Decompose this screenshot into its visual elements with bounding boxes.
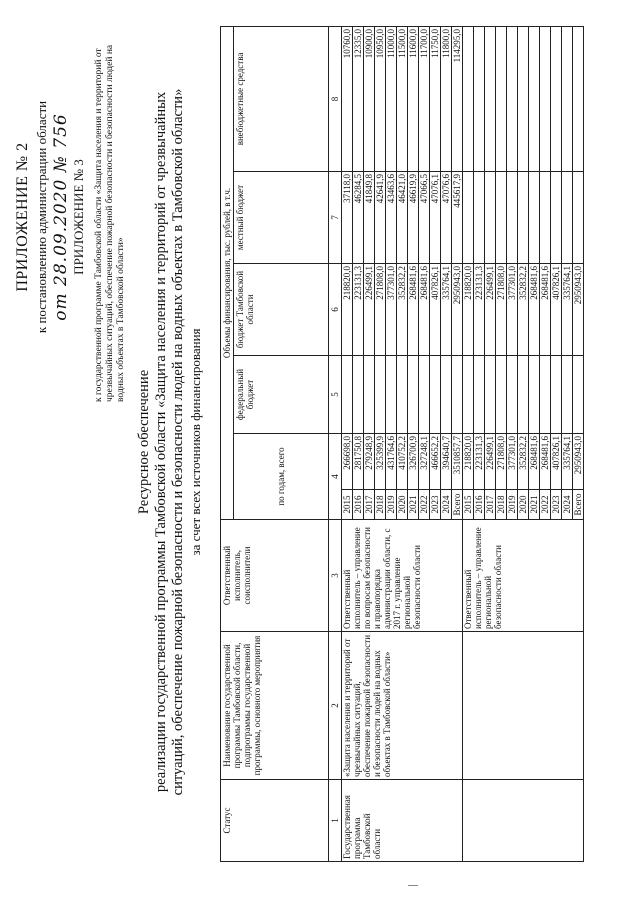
extra-cell bbox=[463, 26, 474, 171]
federal-cell bbox=[430, 356, 441, 434]
col-number-7: 7 bbox=[329, 172, 342, 264]
header-name: Наименование государственной программы Тамбовской области, подпрограммы государственной программы, основного мероприятия bbox=[221, 632, 329, 780]
local-cell bbox=[463, 172, 474, 264]
title-line-1: Ресурсное обеспечение bbox=[136, 369, 152, 515]
total-cell: 268481,6 bbox=[529, 434, 540, 490]
federal-cell bbox=[386, 356, 397, 434]
federal-cell bbox=[485, 356, 496, 434]
local-cell: 46421,0 bbox=[397, 172, 408, 264]
extra-cell: 10760,0 bbox=[342, 26, 353, 171]
extra-cell: 10900,0 bbox=[364, 26, 375, 171]
executor-cell: Ответственный исполнитель – управление региональной безопасности области bbox=[463, 520, 584, 632]
total-cell: 223131,3 bbox=[474, 434, 485, 490]
header-executor: Ответственный исполнитель, соисполнители bbox=[221, 520, 329, 632]
col-number-4: 4 bbox=[329, 434, 342, 520]
local-cell bbox=[485, 172, 496, 264]
year-cell: 2022 bbox=[419, 490, 430, 520]
local-cell bbox=[496, 172, 507, 264]
program-status-cell: Государственная программа Тамбовской области bbox=[342, 780, 463, 862]
total-cell: 377301,0 bbox=[507, 434, 518, 490]
local-cell bbox=[529, 172, 540, 264]
local-cell bbox=[573, 172, 584, 264]
extra-cell: 11800,0 bbox=[441, 26, 452, 171]
total-cell: 2950943,0 bbox=[573, 434, 584, 490]
total-cell: 325399,9 bbox=[375, 434, 386, 490]
total-cell: 268481,6 bbox=[540, 434, 551, 490]
executor-status-cell bbox=[463, 780, 584, 862]
extra-cell: 11000,0 bbox=[386, 26, 397, 171]
year-cell: 2018 bbox=[375, 490, 386, 520]
federal-cell bbox=[529, 356, 540, 434]
scan-mark bbox=[408, 885, 418, 886]
total-cell: 326700,9 bbox=[408, 434, 419, 490]
local-cell bbox=[551, 172, 562, 264]
col-number-2: 2 bbox=[329, 632, 342, 780]
federal-cell bbox=[364, 356, 375, 434]
appendix-decree: к постановлению администрации области bbox=[34, 100, 49, 334]
extra-cell bbox=[573, 26, 584, 171]
extra-cell bbox=[485, 26, 496, 171]
appendix-title: ПРИЛОЖЕНИЕ № 2 bbox=[14, 142, 31, 292]
header-volumes: Объемы финансирования, тыс. рублей, в т.ч. bbox=[221, 26, 234, 519]
program-executor-cell: Ответственный исполнитель – управление по вопросам безопасности и правопорядка администрации области, с 2017 г. управление региональной безопасности области bbox=[342, 520, 463, 632]
header-federal: федеральный бюджет bbox=[234, 356, 329, 434]
local-cell bbox=[562, 172, 573, 264]
regional-cell: 407826,1 bbox=[430, 264, 441, 356]
extra-cell: 11500,0 bbox=[397, 26, 408, 171]
total-cell: 218820,0 bbox=[463, 434, 474, 490]
table-row bbox=[342, 26, 353, 861]
col-number-5: 5 bbox=[329, 356, 342, 434]
col-number-6: 6 bbox=[329, 264, 342, 356]
local-cell: 445617,9 bbox=[452, 172, 463, 264]
title-line-3: ситуаций, обеспечение пожарной безопасности и безопасности людей на водных объектах в Тамбовской области» bbox=[170, 88, 186, 796]
appendix-header bbox=[14, 32, 87, 402]
regional-cell: 352832,2 bbox=[397, 264, 408, 356]
header-regional: бюджет Тамбовской области bbox=[234, 264, 329, 356]
extra-cell: 11700,0 bbox=[419, 26, 430, 171]
col-number-1: 1 bbox=[329, 780, 342, 862]
year-cell: Всего bbox=[573, 490, 584, 520]
year-cell: 2024 bbox=[441, 490, 452, 520]
local-cell: 46619,9 bbox=[408, 172, 419, 264]
total-cell: 466652,2 bbox=[430, 434, 441, 490]
regional-cell: 377301,0 bbox=[386, 264, 397, 356]
year-cell: 2015 bbox=[342, 490, 353, 520]
header-status: Статус bbox=[221, 780, 329, 862]
federal-cell bbox=[562, 356, 573, 434]
appendix-subtitle: ПРИЛОЖЕНИЕ № 3 bbox=[71, 159, 86, 275]
local-cell: 43463,6 bbox=[386, 172, 397, 264]
program-reference: к государственной программе Тамбовской области «Защита населения и территорий от чрезвычайных ситуаций, обеспечение пожарной безопасности и безопасности людей на водных объектах в Тамбовской области» bbox=[94, 44, 126, 402]
federal-cell bbox=[573, 356, 584, 434]
table-row bbox=[463, 26, 474, 861]
local-cell: 46284,5 bbox=[353, 172, 364, 264]
document-title bbox=[136, 12, 204, 872]
federal-cell bbox=[452, 356, 463, 434]
regional-cell: 271808,0 bbox=[496, 264, 507, 356]
regional-cell: 218820,0 bbox=[463, 264, 474, 356]
local-cell bbox=[540, 172, 551, 264]
year-cell: 2016 bbox=[353, 490, 364, 520]
extra-cell bbox=[507, 26, 518, 171]
federal-cell bbox=[507, 356, 518, 434]
local-cell: 41849,8 bbox=[364, 172, 375, 264]
total-cell: 394640,7 bbox=[441, 434, 452, 490]
resource-table bbox=[220, 26, 584, 862]
extra-cell bbox=[518, 26, 529, 171]
regional-cell: 268481,6 bbox=[529, 264, 540, 356]
total-cell: 431764,6 bbox=[386, 434, 397, 490]
regional-cell: 223131,3 bbox=[474, 264, 485, 356]
federal-cell bbox=[474, 356, 485, 434]
regional-cell: 226499,1 bbox=[485, 264, 496, 356]
extra-cell bbox=[551, 26, 562, 171]
federal-cell bbox=[551, 356, 562, 434]
extra-cell bbox=[529, 26, 540, 171]
regional-cell: 335764,1 bbox=[562, 264, 573, 356]
total-cell: 410752,2 bbox=[397, 434, 408, 490]
regional-cell: 407826,1 bbox=[551, 264, 562, 356]
total-cell: 226499,1 bbox=[485, 434, 496, 490]
title-line-2: реализации государственной программы Тамбовской области «Защита населения и территорий от чрезвычайных bbox=[153, 91, 169, 793]
regional-cell: 2950943,0 bbox=[573, 264, 584, 356]
extra-cell bbox=[474, 26, 485, 171]
local-cell: 47076,6 bbox=[441, 172, 452, 264]
local-cell: 47076,1 bbox=[430, 172, 441, 264]
regional-cell: 268481,6 bbox=[419, 264, 430, 356]
program-name-cell: «Защита населения и территорий от чрезвычайных ситуаций, обеспечение пожарной безопасности и безопасности людей на водных объектах в Тамбовской области» bbox=[342, 632, 463, 780]
total-cell: 352832,2 bbox=[518, 434, 529, 490]
local-cell bbox=[507, 172, 518, 264]
total-cell: 279248,9 bbox=[364, 434, 375, 490]
regional-cell: 352832,2 bbox=[518, 264, 529, 356]
document-page bbox=[8, 12, 628, 892]
regional-cell: 268481,6 bbox=[408, 264, 419, 356]
extra-cell: 11600,0 bbox=[408, 26, 419, 171]
title-line-4: за счет всех источников финансирования bbox=[188, 328, 203, 556]
regional-cell: 223131,3 bbox=[353, 264, 364, 356]
year-cell: 2017 bbox=[485, 490, 496, 520]
federal-cell bbox=[408, 356, 419, 434]
regional-cell: 335764,1 bbox=[441, 264, 452, 356]
total-cell: 266698,0 bbox=[342, 434, 353, 490]
extra-cell: 10950,0 bbox=[375, 26, 386, 171]
header-extra: внебюджетные средства bbox=[234, 26, 329, 171]
local-cell: 42641,9 bbox=[375, 172, 386, 264]
regional-cell: 377301,0 bbox=[507, 264, 518, 356]
extra-cell bbox=[496, 26, 507, 171]
col-number-8: 8 bbox=[329, 26, 342, 171]
federal-cell bbox=[419, 356, 430, 434]
regional-cell: 2950943,0 bbox=[452, 264, 463, 356]
regional-cell: 226499,1 bbox=[364, 264, 375, 356]
year-cell: 2023 bbox=[551, 490, 562, 520]
federal-cell bbox=[375, 356, 386, 434]
year-cell: 2015 bbox=[463, 490, 474, 520]
total-cell: 3510857,7 bbox=[452, 434, 463, 490]
federal-cell bbox=[463, 356, 474, 434]
year-cell: 2021 bbox=[408, 490, 419, 520]
year-cell: 2023 bbox=[430, 490, 441, 520]
total-cell: 327248,1 bbox=[419, 434, 430, 490]
year-cell: 2019 bbox=[386, 490, 397, 520]
header-by-year: по годам, всего bbox=[234, 434, 329, 520]
regional-cell: 271808,0 bbox=[375, 264, 386, 356]
year-cell: 2024 bbox=[562, 490, 573, 520]
total-cell: 407826,1 bbox=[551, 434, 562, 490]
year-cell: 2020 bbox=[518, 490, 529, 520]
total-cell: 271808,0 bbox=[496, 434, 507, 490]
year-cell: 2022 bbox=[540, 490, 551, 520]
local-cell: 37118,0 bbox=[342, 172, 353, 264]
federal-cell bbox=[342, 356, 353, 434]
federal-cell bbox=[540, 356, 551, 434]
extra-cell: 114295,0 bbox=[452, 26, 463, 171]
local-cell bbox=[474, 172, 485, 264]
extra-cell bbox=[540, 26, 551, 171]
header-local: местный бюджет bbox=[234, 172, 329, 264]
federal-cell bbox=[441, 356, 452, 434]
regional-cell: 268481,6 bbox=[540, 264, 551, 356]
local-cell bbox=[518, 172, 529, 264]
col-number-3: 3 bbox=[329, 520, 342, 632]
federal-cell bbox=[397, 356, 408, 434]
appendix-handwritten-date: от 28.09.2020 № 756 bbox=[51, 113, 71, 321]
local-cell: 47066,5 bbox=[419, 172, 430, 264]
year-cell: 2021 bbox=[529, 490, 540, 520]
extra-cell: 12335,0 bbox=[353, 26, 364, 171]
year-cell: 2020 bbox=[397, 490, 408, 520]
year-cell: 2017 bbox=[364, 490, 375, 520]
regional-cell: 218820,0 bbox=[342, 264, 353, 356]
extra-cell: 11750,0 bbox=[430, 26, 441, 171]
federal-cell bbox=[518, 356, 529, 434]
year-cell: 2018 bbox=[496, 490, 507, 520]
total-cell: 281750,8 bbox=[353, 434, 364, 490]
year-cell: Всего bbox=[452, 490, 463, 520]
extra-cell bbox=[562, 26, 573, 171]
federal-cell bbox=[353, 356, 364, 434]
year-cell: 2016 bbox=[474, 490, 485, 520]
year-cell: 2019 bbox=[507, 490, 518, 520]
total-cell: 335764,1 bbox=[562, 434, 573, 490]
executor-name-cell bbox=[463, 632, 584, 780]
federal-cell bbox=[496, 356, 507, 434]
